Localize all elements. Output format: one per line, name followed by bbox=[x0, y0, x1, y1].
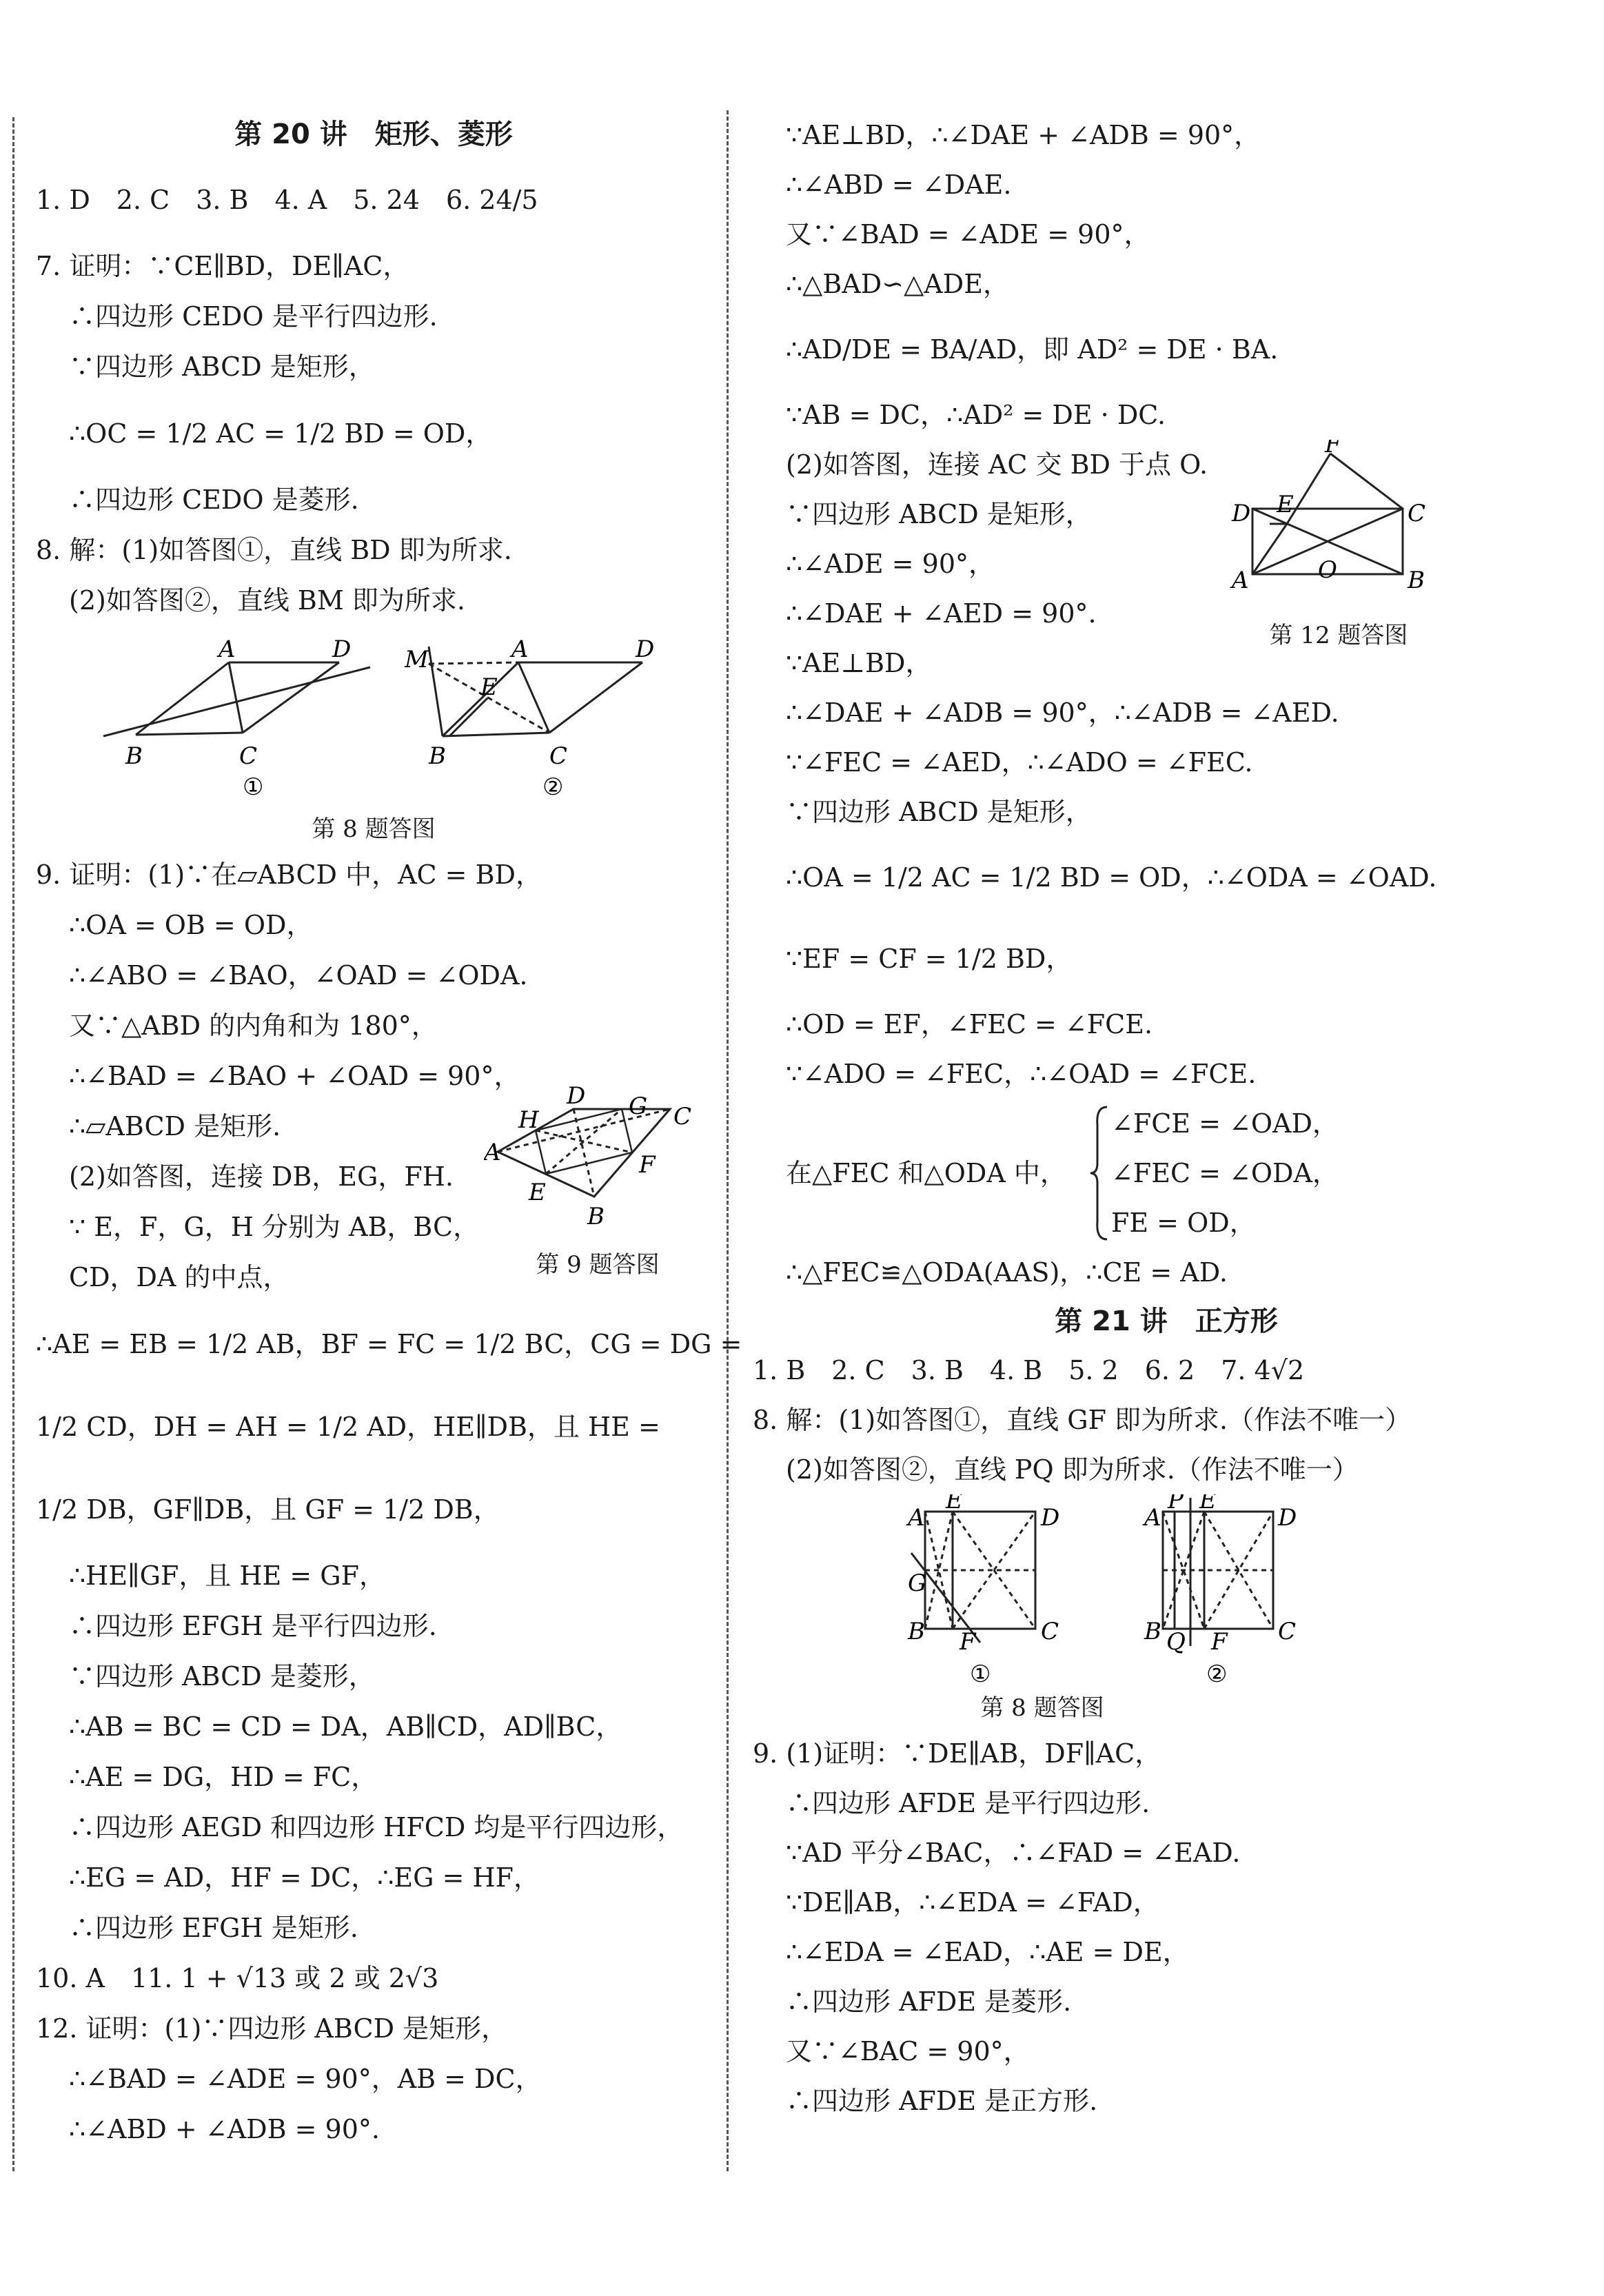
point-label-C: C bbox=[549, 742, 568, 770]
point-label-F: F bbox=[960, 1628, 976, 1656]
answer-line: ∴AD/DE = BA/AD，即 AD² = DE · BA. bbox=[786, 334, 1279, 365]
answer-line: ∴∠ADE = 90°， bbox=[786, 549, 995, 579]
right-column bbox=[753, 110, 1580, 2126]
point-label-B: B bbox=[1408, 567, 1425, 594]
answer-line: ∴OA = 1/2 AC = 1/2 BD = OD，∴∠ODA = ∠OAD. bbox=[786, 862, 1437, 893]
answer-line: ∴∠ABD = ∠DAE. bbox=[786, 170, 1012, 200]
point-label-E: E bbox=[946, 1494, 963, 1514]
answer-line: 7. 证明：∵CE∥BD，DE∥AC， bbox=[36, 251, 409, 281]
point-label-Q: Q bbox=[1166, 1628, 1186, 1656]
answer-line: ∴OC = 1/2 AC = 1/2 BD = OD， bbox=[69, 418, 492, 449]
answer-line: CD，DA 的中点， bbox=[69, 1262, 290, 1292]
answer-line: ∵ E，F，G，H 分别为 AB，BC， bbox=[69, 1212, 480, 1242]
answer-line: 10. A 11. 1 + √13 或 2 或 2√3 bbox=[36, 1963, 439, 1993]
point-label-B: B bbox=[429, 742, 446, 770]
brace-icon bbox=[1089, 1104, 1110, 1242]
answer-line: ∴四边形 AFDE 是菱形. bbox=[786, 1987, 1072, 2017]
point-label-F: F bbox=[1325, 440, 1341, 458]
point-label-C: C bbox=[673, 1103, 692, 1130]
answer-line: ∴∠BAD = ∠ADE = 90°，AB = DC， bbox=[69, 2064, 542, 2094]
answer-line: ∵∠FEC = ∠AED，∴∠ADO = ∠FEC. bbox=[786, 747, 1253, 778]
point-label-E: E bbox=[480, 673, 498, 701]
point-label-A: A bbox=[908, 1504, 925, 1532]
answer-line: ∴OA = OB = OD， bbox=[69, 910, 313, 940]
q12-part2-block bbox=[753, 440, 1580, 649]
answer-line: ∴HE∥GF，且 HE = GF， bbox=[69, 1561, 386, 1591]
answer-line: ∵EF = CF = 1/2 BD， bbox=[786, 944, 1073, 974]
figure-q8-right-diagram bbox=[753, 1494, 1580, 1687]
answer-line: 1/2 CD，DH = AH = 1/2 AD，HE∥DB，且 HE = bbox=[36, 1412, 660, 1442]
answer-line: ∴四边形 EFGH 是矩形. bbox=[69, 1913, 358, 1943]
point-label-D: D bbox=[1278, 1504, 1297, 1532]
section-title-21: 第 21 讲 正方形 bbox=[1055, 1306, 1278, 1337]
figure-q8-left-diagram bbox=[36, 626, 711, 798]
point-label-P: P bbox=[1168, 1494, 1184, 1514]
figure-q9 bbox=[484, 1083, 711, 1290]
answer-line: ∴四边形 CEDO 是菱形. bbox=[69, 485, 359, 515]
point-label-C: C bbox=[1278, 1618, 1297, 1645]
answer-line: ∴AE = EB = 1/2 AB，BF = FC = 1/2 BC，CG = DG = bbox=[36, 1329, 742, 1359]
answer-line: 9. (1)证明：∵DE∥AB，DF∥AC， bbox=[753, 1738, 1161, 1769]
column-divider bbox=[727, 110, 729, 2171]
point-label-A: A bbox=[1144, 1504, 1161, 1532]
point-label-F: F bbox=[639, 1151, 656, 1179]
point-label-M: M bbox=[405, 646, 429, 673]
answer-line: ∵四边形 ABCD 是矩形， bbox=[69, 352, 375, 382]
answer-line: ∵AE⊥BD， bbox=[786, 648, 932, 678]
point-label-B: B bbox=[125, 742, 143, 770]
answer-line: ∵AE⊥BD，∴∠DAE + ∠ADB = 90°， bbox=[786, 120, 1261, 150]
answer-line: ∴EG = AD，HF = DC，∴EG = HF， bbox=[69, 1862, 540, 1893]
answer-line: 在△FEC 和△ODA 中， bbox=[786, 1158, 1066, 1188]
figure-q8-left bbox=[36, 626, 711, 798]
point-label-D: D bbox=[332, 636, 352, 663]
point-label-D: D bbox=[1232, 500, 1251, 527]
point-label-A: A bbox=[484, 1139, 501, 1166]
answer-line: ∴AE = DG，HD = FC， bbox=[69, 1762, 378, 1792]
point-label-C: C bbox=[239, 742, 258, 770]
congruence-system bbox=[753, 1099, 1580, 1248]
answer-line: ∵∠ADO = ∠FEC，∴∠OAD = ∠FCE. bbox=[786, 1059, 1257, 1089]
point-label-E: E bbox=[529, 1179, 546, 1206]
figure-q9-diagram bbox=[484, 1083, 711, 1248]
answer-line: 1/2 DB，GF∥DB，且 GF = 1/2 DB， bbox=[36, 1494, 500, 1525]
answer-line: ∴∠EDA = ∠EAD，∴AE = DE， bbox=[786, 1937, 1189, 1967]
figure-q12-diagram bbox=[1221, 440, 1456, 612]
answer-line: ∵DE∥AB，∴∠EDA = ∠FAD， bbox=[786, 1887, 1159, 1918]
point-label-O: O bbox=[1318, 556, 1337, 584]
figure-label-2: ② bbox=[1206, 1660, 1228, 1687]
point-label-D: D bbox=[636, 636, 655, 663]
point-label-B: B bbox=[1144, 1618, 1161, 1645]
answer-line: ∴∠DAE + ∠AED = 90°. bbox=[786, 598, 1097, 629]
point-label-G: G bbox=[908, 1569, 927, 1597]
answer-line: ∴∠BAD = ∠BAO + ∠OAD = 90°， bbox=[69, 1061, 520, 1091]
answer-line: FE = OD， bbox=[1111, 1208, 1256, 1238]
point-label-H: H bbox=[518, 1106, 539, 1134]
point-label-A: A bbox=[511, 636, 529, 663]
figure-q12 bbox=[1221, 440, 1456, 647]
point-label-G: G bbox=[629, 1093, 648, 1120]
answer-line: ∴四边形 AEGD 和四边形 HFCD 均是平行四边形， bbox=[69, 1812, 684, 1842]
answer-line: ∴AB = BC = CD = DA，AB∥CD，AD∥BC， bbox=[69, 1711, 622, 1742]
point-label-A: A bbox=[1232, 567, 1249, 594]
answer-line: ∵AD 平分∠BAC，∴∠FAD = ∠EAD. bbox=[786, 1838, 1241, 1868]
point-label-A: A bbox=[219, 636, 236, 663]
figure-label-2: ② bbox=[542, 773, 564, 798]
point-label-E: E bbox=[1199, 1494, 1217, 1514]
answer-line: ∴∠DAE + ∠ADB = 90°，∴∠ADB = ∠AED. bbox=[786, 698, 1339, 728]
answer-line: ∠FCE = ∠OAD， bbox=[1111, 1108, 1339, 1139]
answer-line: ∠FEC = ∠ODA， bbox=[1111, 1158, 1339, 1188]
figure-label-1: ① bbox=[970, 1660, 991, 1687]
answer-line: ∴四边形 AFDE 是平行四边形. bbox=[786, 1788, 1150, 1818]
answer-line: 又∵△ABD 的内角和为 180°， bbox=[69, 1010, 438, 1041]
answer-line: ∴OD = EF，∠FEC = ∠FCE. bbox=[786, 1009, 1153, 1039]
answer-line: (2)如答图②，直线 BM 即为所求. bbox=[69, 585, 465, 616]
answer-line: ∴△BAD∽△ADE， bbox=[786, 269, 1009, 299]
answer-line: (2)如答图②，直线 PQ 即为所求.（作法不唯一） bbox=[786, 1454, 1359, 1485]
answer-line: ∵AB = DC，∴AD² = DE · DC. bbox=[786, 400, 1166, 430]
answer-line: ∴△FEC≌△ODA(AAS)，∴CE = AD. bbox=[786, 1257, 1228, 1288]
figure-caption-q8: 第 8 题答图 bbox=[312, 815, 436, 843]
answer-line: (2)如答图，连接 DB，EG，FH. bbox=[69, 1161, 454, 1192]
figure-label-1: ① bbox=[243, 773, 264, 798]
left-column bbox=[36, 110, 742, 2155]
point-label-E: E bbox=[1277, 491, 1294, 518]
point-label-B: B bbox=[908, 1618, 925, 1645]
point-label-C: C bbox=[1408, 500, 1426, 527]
answer-line: ∴∠ABO = ∠BAO，∠OAD = ∠ODA. bbox=[69, 960, 528, 990]
answer-line: ∴四边形 EFGH 是平行四边形. bbox=[69, 1611, 437, 1641]
answer-line: ∴▱ABCD 是矩形. bbox=[69, 1111, 281, 1141]
answer-line: (2)如答图，连接 AC 交 BD 于点 O. bbox=[786, 449, 1208, 480]
point-label-B: B bbox=[587, 1203, 605, 1230]
point-label-C: C bbox=[1041, 1618, 1059, 1645]
answer-line: ∴四边形 CEDO 是平行四边形. bbox=[69, 301, 438, 332]
answer-line: 8. 解：(1)如答图①，直线 BD 即为所求. bbox=[36, 535, 512, 565]
left-margin-rule bbox=[12, 117, 14, 2171]
section-title-20: 第 20 讲 矩形、菱形 bbox=[234, 119, 513, 150]
answer-line: 又∵∠BAC = 90°， bbox=[786, 2036, 1030, 2066]
answer-line: 8. 解：(1)如答图①，直线 GF 即为所求.（作法不唯一） bbox=[753, 1405, 1412, 1435]
answer-line: ∵四边形 ABCD 是菱形， bbox=[69, 1661, 375, 1691]
point-label-D: D bbox=[1041, 1504, 1060, 1532]
figure-caption-q12: 第 12 题答图 bbox=[1269, 622, 1408, 649]
answer-line: ∵四边形 ABCD 是矩形， bbox=[786, 797, 1092, 827]
figure-caption-q9: 第 9 题答图 bbox=[536, 1251, 660, 1279]
answer-line: ∵四边形 ABCD 是矩形， bbox=[786, 499, 1092, 529]
answer-line: 1. B 2. C 3. B 4. B 5. 2 6. 2 7. 4√2 bbox=[753, 1355, 1305, 1385]
answer-line: ∴∠ABD + ∠ADB = 90°. bbox=[69, 2114, 380, 2144]
answer-line: 12. 证明：(1)∵四边形 ABCD 是矩形， bbox=[36, 2013, 508, 2044]
answer-line: ∴四边形 AFDE 是正方形. bbox=[786, 2086, 1098, 2116]
figure-q8-right bbox=[753, 1494, 1580, 1687]
point-label-F: F bbox=[1211, 1628, 1228, 1656]
answer-line: 1. D 2. C 3. B 4. A 5. 24 6. 24/5 bbox=[36, 185, 538, 215]
figure-caption-q8-right: 第 8 题答图 bbox=[980, 1694, 1104, 1722]
answer-line: 又∵∠BAD = ∠ADE = 90°， bbox=[786, 219, 1150, 250]
answer-line: 9. 证明：(1)∵在▱ABCD 中，AC = BD， bbox=[36, 860, 542, 890]
point-label-D: D bbox=[567, 1083, 586, 1110]
